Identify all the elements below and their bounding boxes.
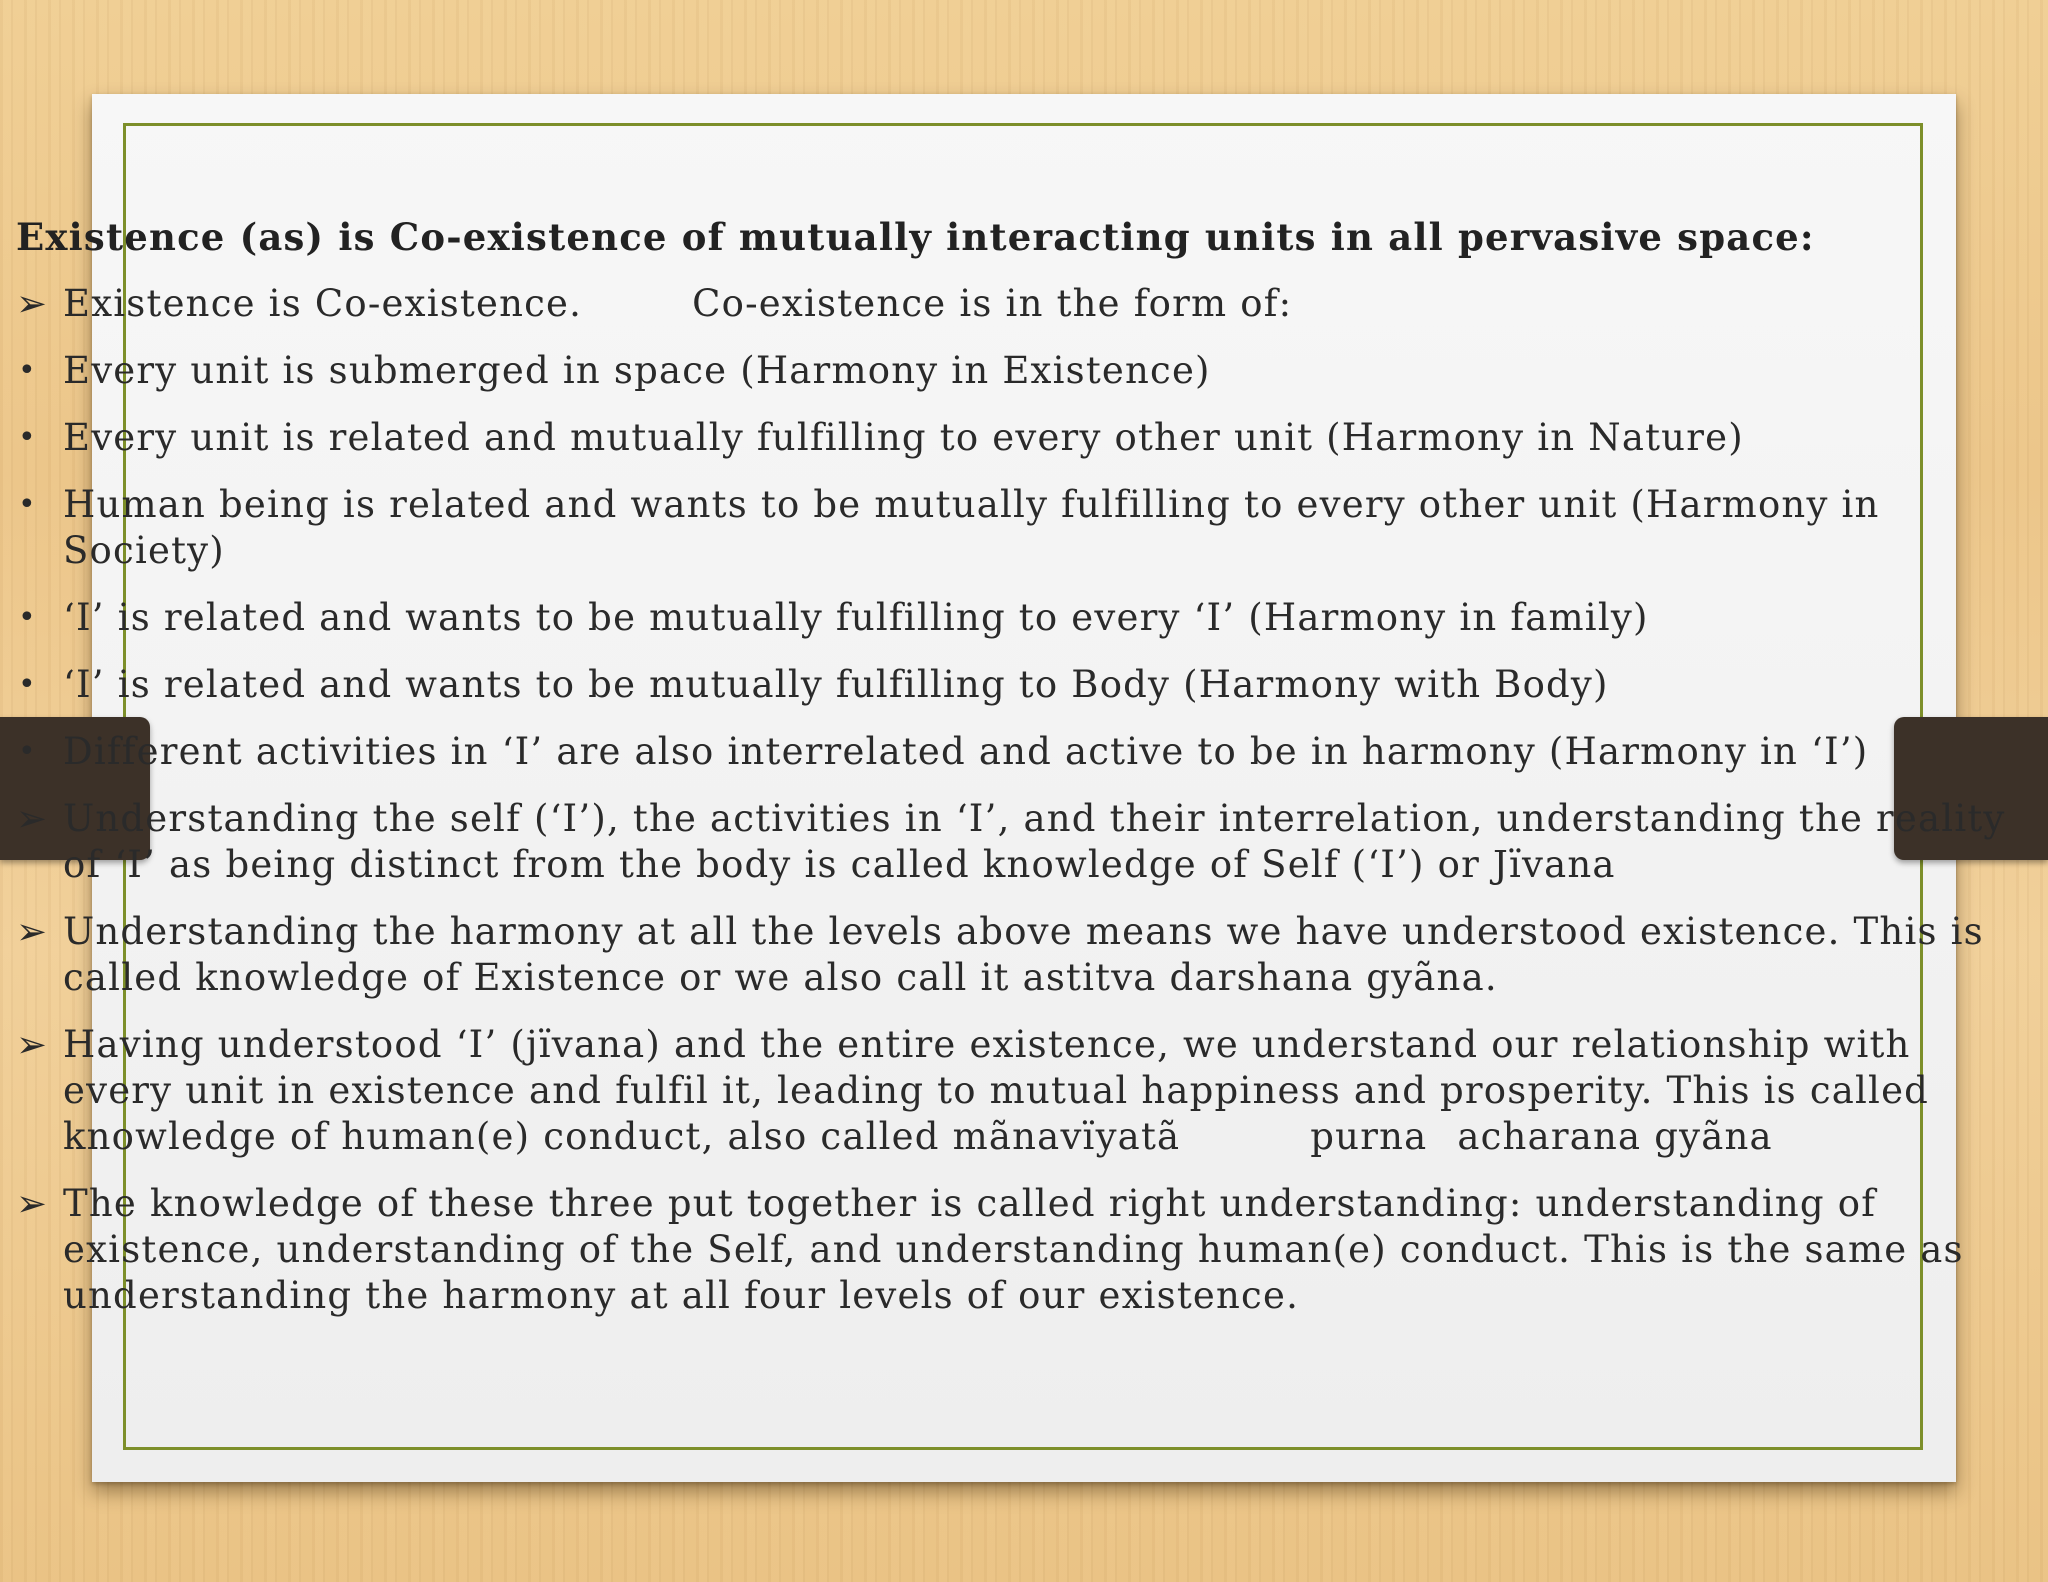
point5-text: The knowledge of these three put together is called right understanding: understanding of existence, understanding of the Self, and understanding human(e) conduct. This is the same as understanding the harmony at all four levels of our existence. (63, 1182, 1964, 1317)
arrow-bullet-icon: ➢ (16, 910, 49, 953)
list-item (16, 415, 2026, 461)
arrow-point-conduct (16, 1022, 2026, 1160)
bullet-icon: • (18, 734, 37, 769)
arrow-point-harmony (16, 909, 2026, 1001)
list-item (16, 595, 2026, 641)
bullet-icon: • (18, 667, 37, 702)
bullet-icon: • (18, 353, 37, 388)
bullet-icon: • (18, 600, 37, 635)
list-item (16, 482, 2026, 574)
point3-text: Understanding the harmony at all the levels above means we have understood existence. This is called knowledge of Existence or we also call it astitva darshana gyãna. (63, 910, 1984, 999)
arrow-bullet-icon: ➢ (16, 1023, 49, 1066)
point4-term-purna: purna (1310, 1115, 1428, 1158)
bullet-icon: • (18, 487, 37, 522)
arrow-bullet-icon: ➢ (16, 797, 49, 840)
point1-form-text: Co-existence is in the form of: (692, 282, 1293, 325)
list-item (16, 662, 2026, 708)
sub-item-text: Every unit is related and mutually fulfilling to every other unit (Harmony in Nature) (63, 416, 1744, 459)
arrow-point-right-understanding (16, 1181, 2026, 1319)
sub-item-text: Different activities in ‘I’ are also interrelated and active to be in harmony (Harmony in ‘I’) (63, 730, 1869, 773)
arrow-point-self (16, 796, 2026, 888)
sub-item-text: Human being is related and wants to be mutually fulfilling to every other unit (Harmony in Society) (63, 483, 1880, 572)
sub-item-text: ‘I’ is related and wants to be mutually fulfilling to Body (Harmony with Body) (63, 663, 1609, 706)
slide-content (16, 214, 2026, 1340)
point2-text: Understanding the self (‘I’), the activities in ‘I’, and their interrelation, understanding the reality of ‘I’ as being distinct from the body is called knowledge of Self (‘I’) or Jïvana (63, 797, 2006, 886)
point4-text: Having understood ‘I’ (jïvana) and the entire existence, we understand our relationship with every unit in existence and fulfil it, leading to mutual happiness and prosperity. This is called knowledge of human(e) conduct, also called mãnavïyatã (63, 1023, 1930, 1158)
list-item (16, 729, 2026, 775)
point1-text: Existence is Co-existence. (63, 282, 583, 325)
sub-item-text: Every unit is submerged in space (Harmony in Existence) (63, 349, 1211, 392)
sub-item-text: ‘I’ is related and wants to be mutually fulfilling to every ‘I’ (Harmony in family) (63, 596, 1649, 639)
arrow-bullet-icon: ➢ (16, 1182, 49, 1225)
point4-term-acharana: acharana gyãna (1457, 1115, 1773, 1158)
list-item (16, 348, 2026, 394)
bullet-icon: • (18, 420, 37, 455)
arrow-bullet-icon: ➢ (16, 282, 49, 325)
slide-heading: Existence (as) is Co-existence of mutually interacting units in all pervasive space: (16, 215, 1815, 259)
arrow-point-existence (16, 281, 2026, 327)
